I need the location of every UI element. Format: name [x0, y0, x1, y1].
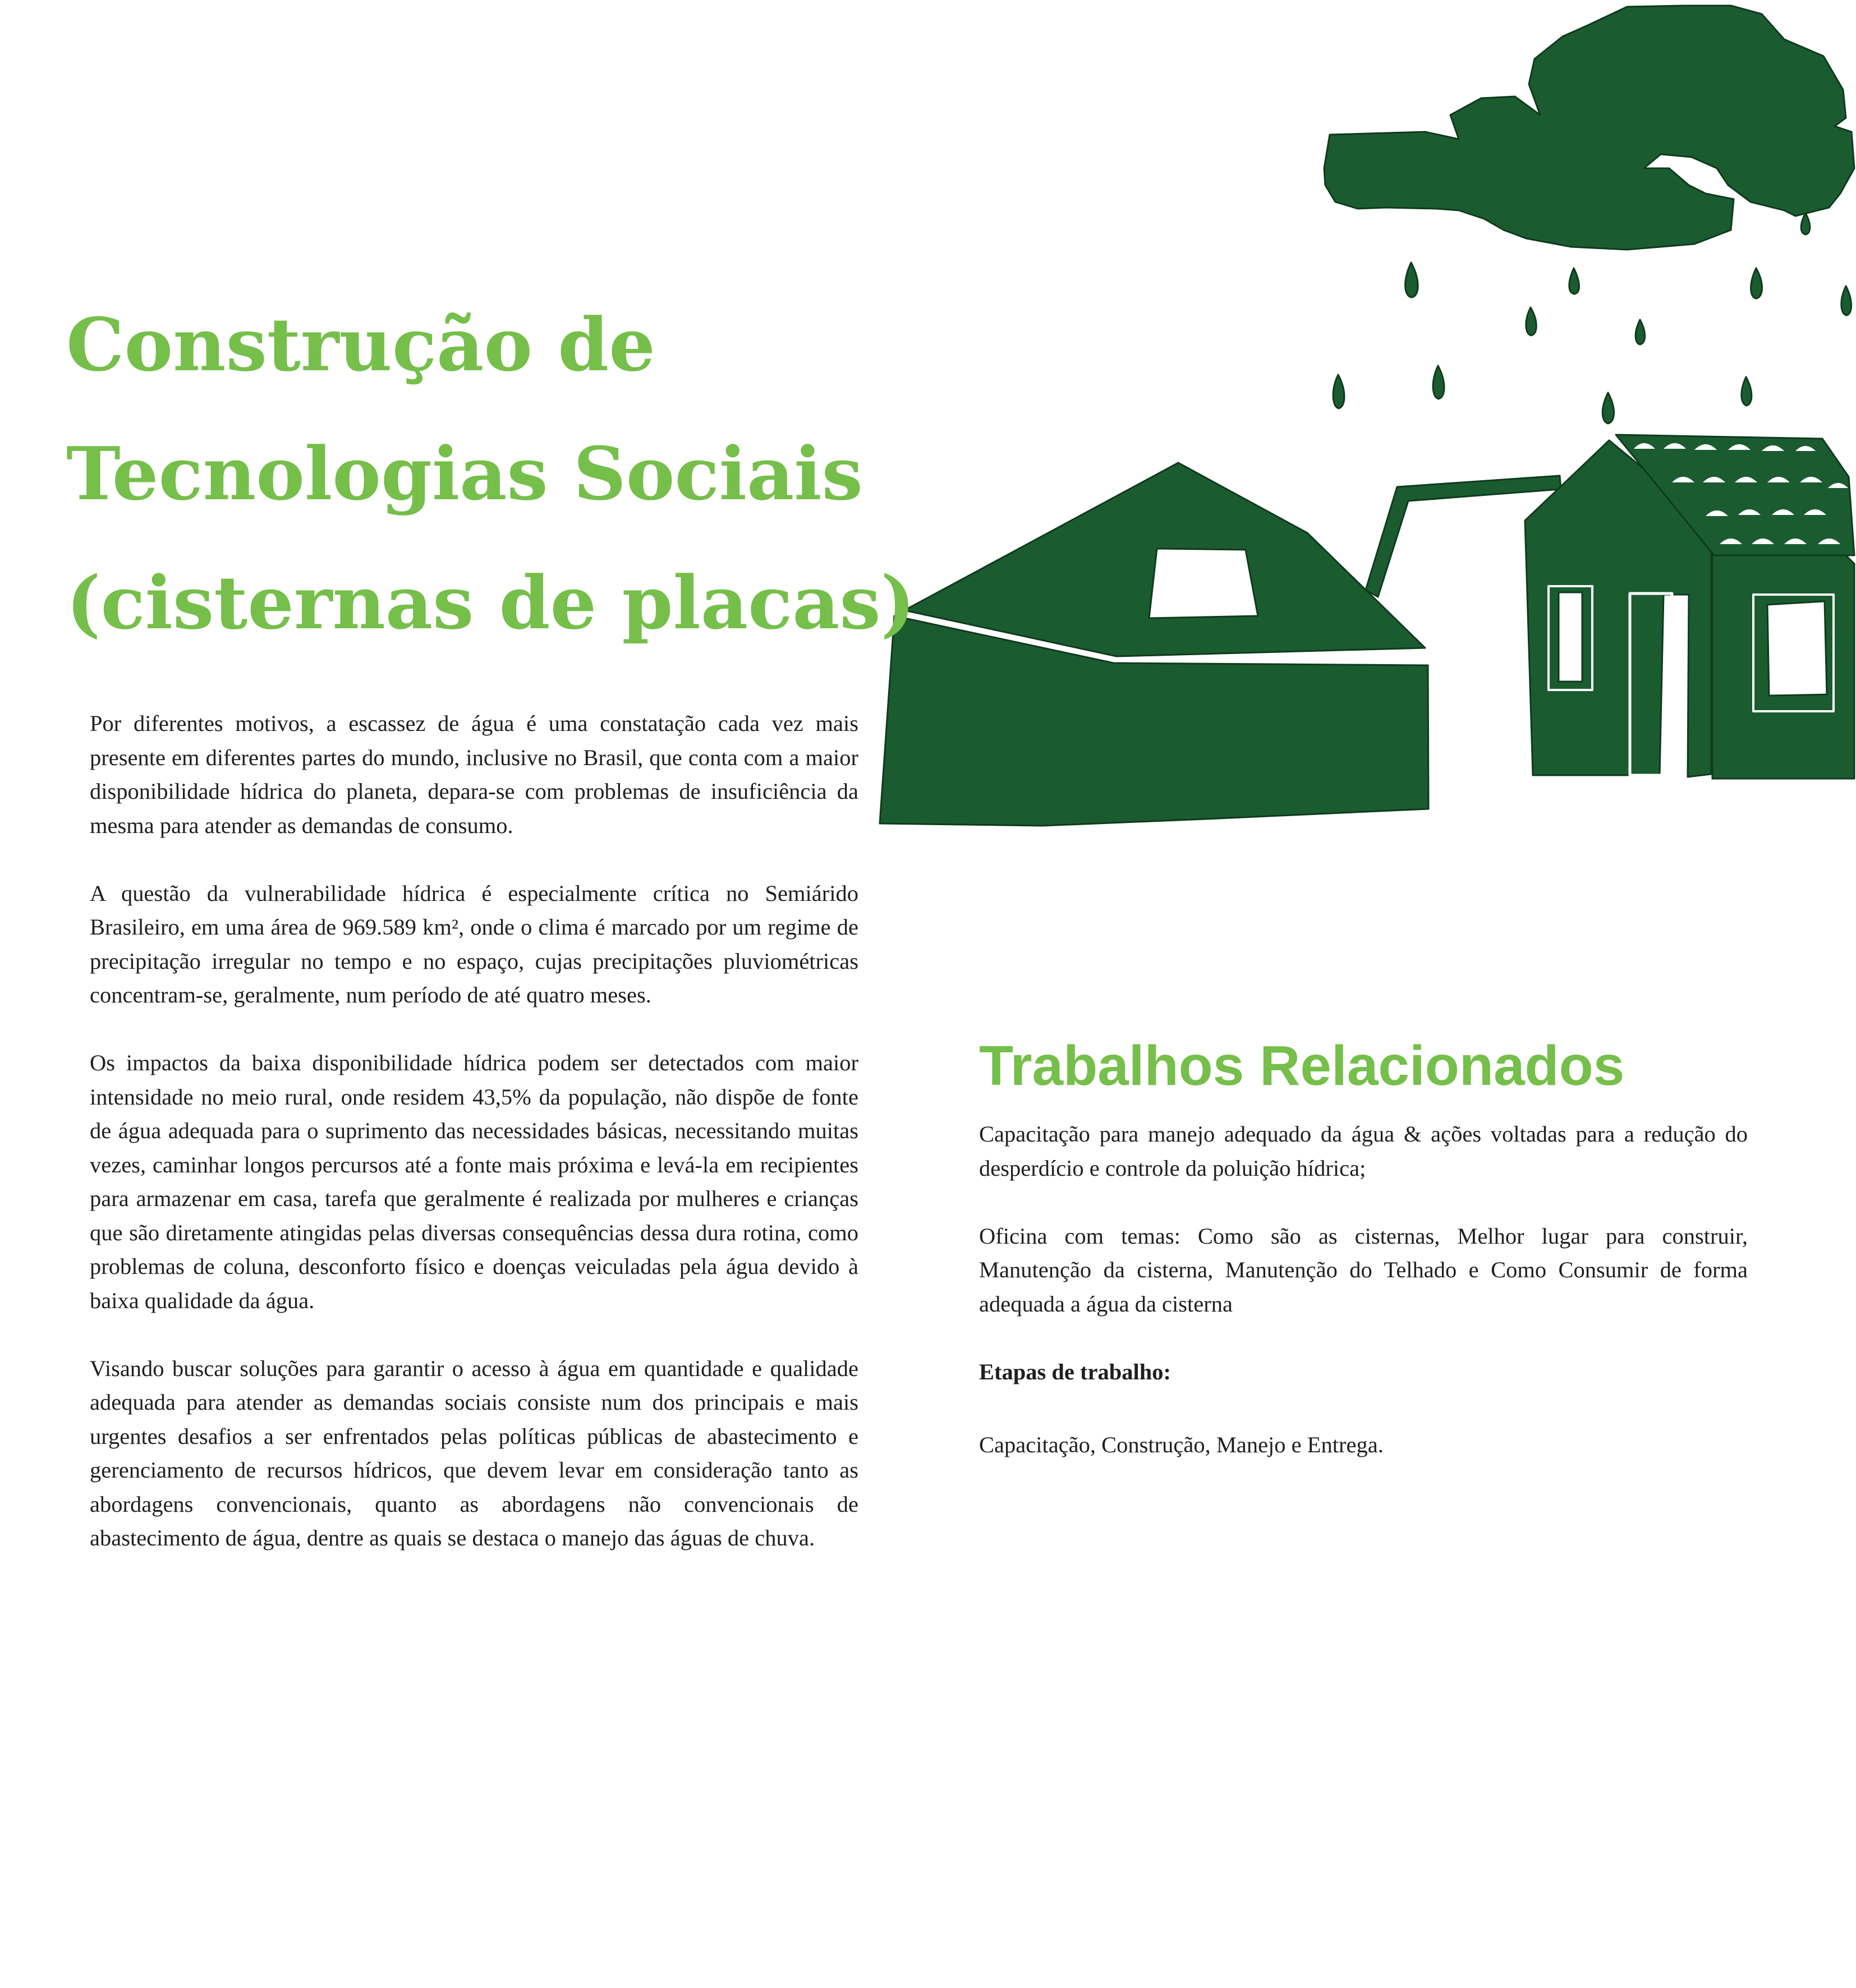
body-paragraph: Visando buscar soluções para garantir o acesso à água em quantidade e qualidade adequada para atender as demandas sociais consiste num dos principais e mais urgentes desafios a ser enfrentados pelas políticas públicas de abastecimento e gerenciamento de recursos hídricos, que devem levar em consideração tanto as abordagens convencionais, quanto as abordagens não convencionais de abastecimento de água, dentre as quais se destaca o manejo das águas de chuva.: [90, 1355, 858, 1550]
oficina-paragraph: Oficina com temas: Como são as cisternas, Melhor lugar para construir, Manutenção da cisterna, Manutenção do Telhado e Como Consumir de forma adequada a água da cisterna: [979, 1223, 1748, 1317]
house-icon: [1525, 435, 1854, 779]
section-title: Trabalhos Relacionados: [979, 1034, 1625, 1097]
cistern-house-illustration: [875, 0, 1856, 841]
body-paragraph: A questão da vulnerabilidade hídrica é especialmente crítica no Semiárido Brasileiro, em uma área de 969.589 km², onde o clima é marcado por um regime de precipitação irregular no tempo e no espaço, cujas precipitações pluviométricas concentram-se, geralmente, num período de até quatro meses.: [90, 880, 858, 1007]
title-line: (cisternas de placas): [66, 560, 916, 646]
cistern-icon: [880, 463, 1428, 826]
capacitacao-paragraph: Capacitação para manejo adequado da água & ações voltadas para a redução do desperdício e controle da poluição hídrica;: [979, 1121, 1748, 1181]
steps-heading: Etapas de trabalho:: [979, 1359, 1172, 1384]
body-paragraph: Os impactos da baixa disponibilidade hídrica podem ser detectados com maior intensidade no meio rural, onde residem 43,5% da população, não dispõe de fonte de água adequada para o suprimento das necessidades básicas, necessitando muitas vezes, caminhar longos percursos até a fonte mais próxima e levá-la em recipientes para armazenar em casa, tarefa que geralmente é realizada por mulheres e crianças que são diretamente atingidas pelas diversas consequências dessa dura rotina, como problemas de coluna, desconforto físico e doenças veiculadas pela água devido à baixa qualidade da água.: [90, 1050, 858, 1313]
page-title: [66, 280, 916, 668]
intro-text: [90, 707, 858, 1589]
body-paragraph: Por diferentes motivos, a escassez de água é uma constatação cada vez mais presente em diferentes partes do mundo, inclusive no Brasil, que conta com a maior disponibilidade hídrica do planeta, depara-se com problemas de insuficiência da mesma para atender as demandas de consumo.: [90, 711, 858, 838]
steps-text: Capacitação, Construção, Manejo e Entrega.: [979, 1432, 1384, 1457]
related-work-text: [979, 1117, 1748, 1496]
rain-cloud-icon: [1324, 6, 1854, 250]
title-line: Tecnologias Sociais: [66, 431, 863, 517]
title-line: Construção de: [66, 302, 655, 388]
